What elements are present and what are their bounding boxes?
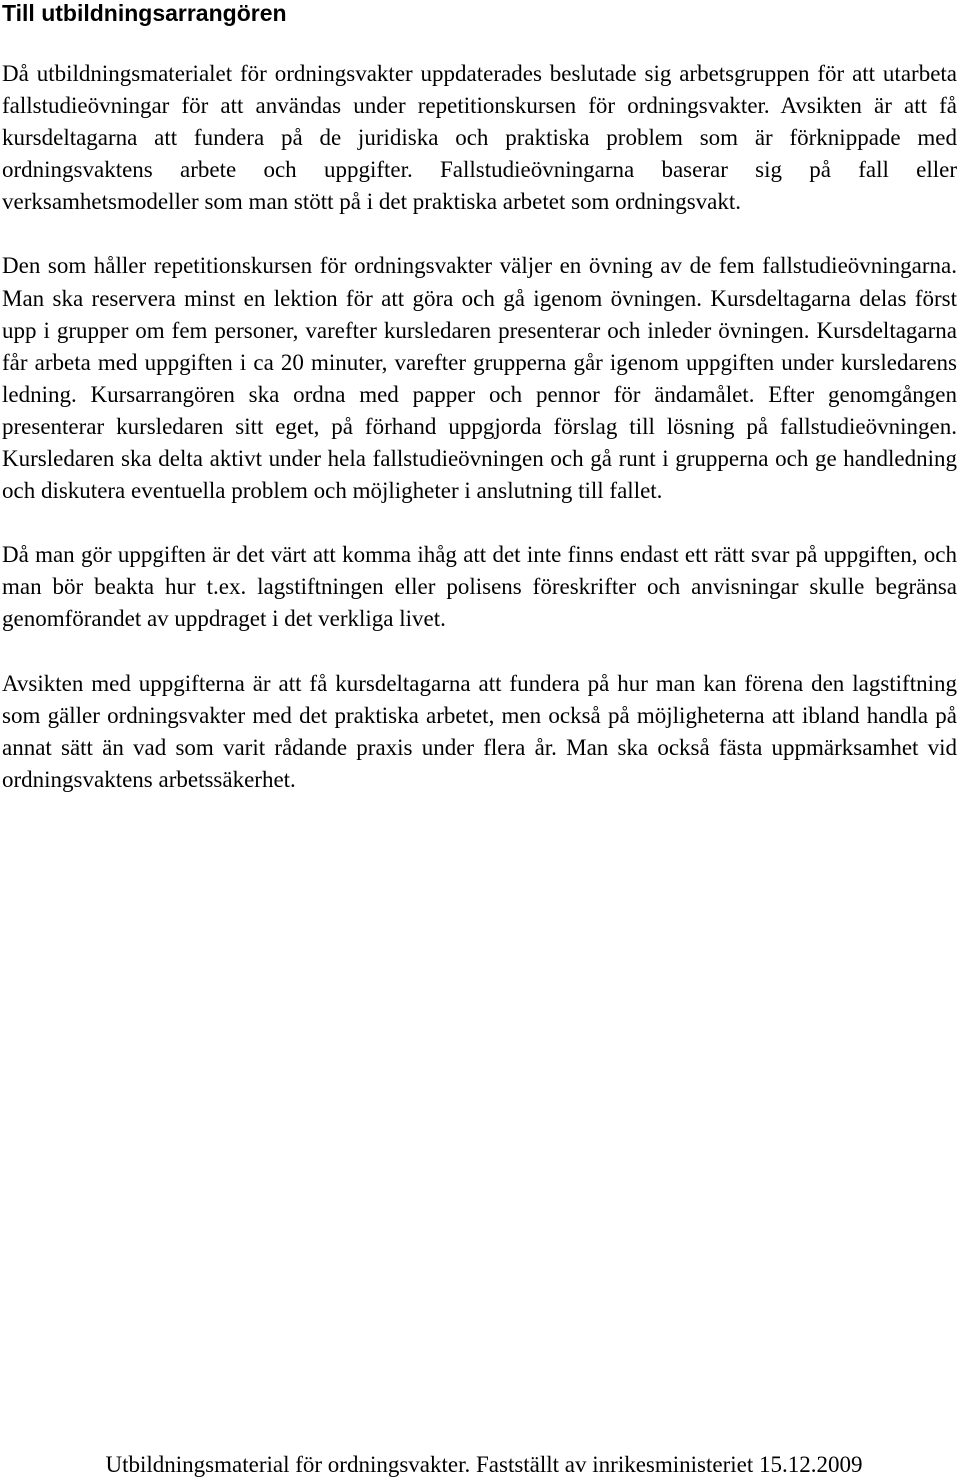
document-body xyxy=(2,58,957,828)
paragraph-note: Då man gör uppgiften är det värt att komma ihåg att det inte finns endast ett rätt svar på uppgiften, och man bör beakta hur t.ex. lagstiftningen eller polisens föreskrifter och anvisningar skulle begränsa genomförandet av uppdraget i det verkliga livet. xyxy=(2,542,957,632)
document-heading: Till utbildningsarrangören xyxy=(2,0,287,26)
paragraph-instructions: Den som håller repetitionskursen för ordningsvakter väljer en övning av de fem fallstudieövningarna. Man ska reservera minst en lektion för att göra och gå igenom övningen. Kursdeltagarna delas först upp i grupper om fem personer, varefter kursledaren presenterar och inleder övningen. Kursdeltagarna får arbeta med uppgiften i ca 20 minuter, varefter grupperna går igenom uppgiften under kursledarens ledning. Kursarrangören ska ordna med papper och pennor för ändamålet. Efter genomgången presenterar kursledaren sitt eget, på förhand uppgjorda förslag till lösning på fallstudieövningen. Kursledaren ska delta aktivt under hela fallstudieövningen och gå runt i grupperna och ge handledning och diskutera eventuella problem och möjligheter i anslutning till fallet. xyxy=(2,253,957,504)
paragraph-intro: Då utbildningsmaterialet för ordningsvakter uppdaterades beslutade sig arbetsgruppen för att utarbeta fallstudieövningar för att användas under repetitionskursen för ordningsvakter. Avsikten är att få kursdeltagarna att fundera på de juridiska och praktiska problem som är förknippade med ordningsvaktens arbete och uppgifter. Fallstudieövningarna baserar sig på fall eller verksamhetsmodeller som man stött på i det praktiska arbetet som ordningsvakt. xyxy=(2,61,957,215)
page-footer: Utbildningsmaterial för ordningsvakter. Fastställt av inrikesministeriet 15.12.2009 xyxy=(105,1452,863,1477)
paragraph-purpose: Avsikten med uppgifterna är att få kursdeltagarna att fundera på hur man kan förena den lagstiftning som gäller ordningsvakter med det praktiska arbetet, men också på möjligheterna att ibland handla på annat sätt än vad som varit rådande praxis under flera år. Man ska också fästa uppmärksamhet vid ordningsvaktens arbetssäkerhet. xyxy=(2,670,957,792)
